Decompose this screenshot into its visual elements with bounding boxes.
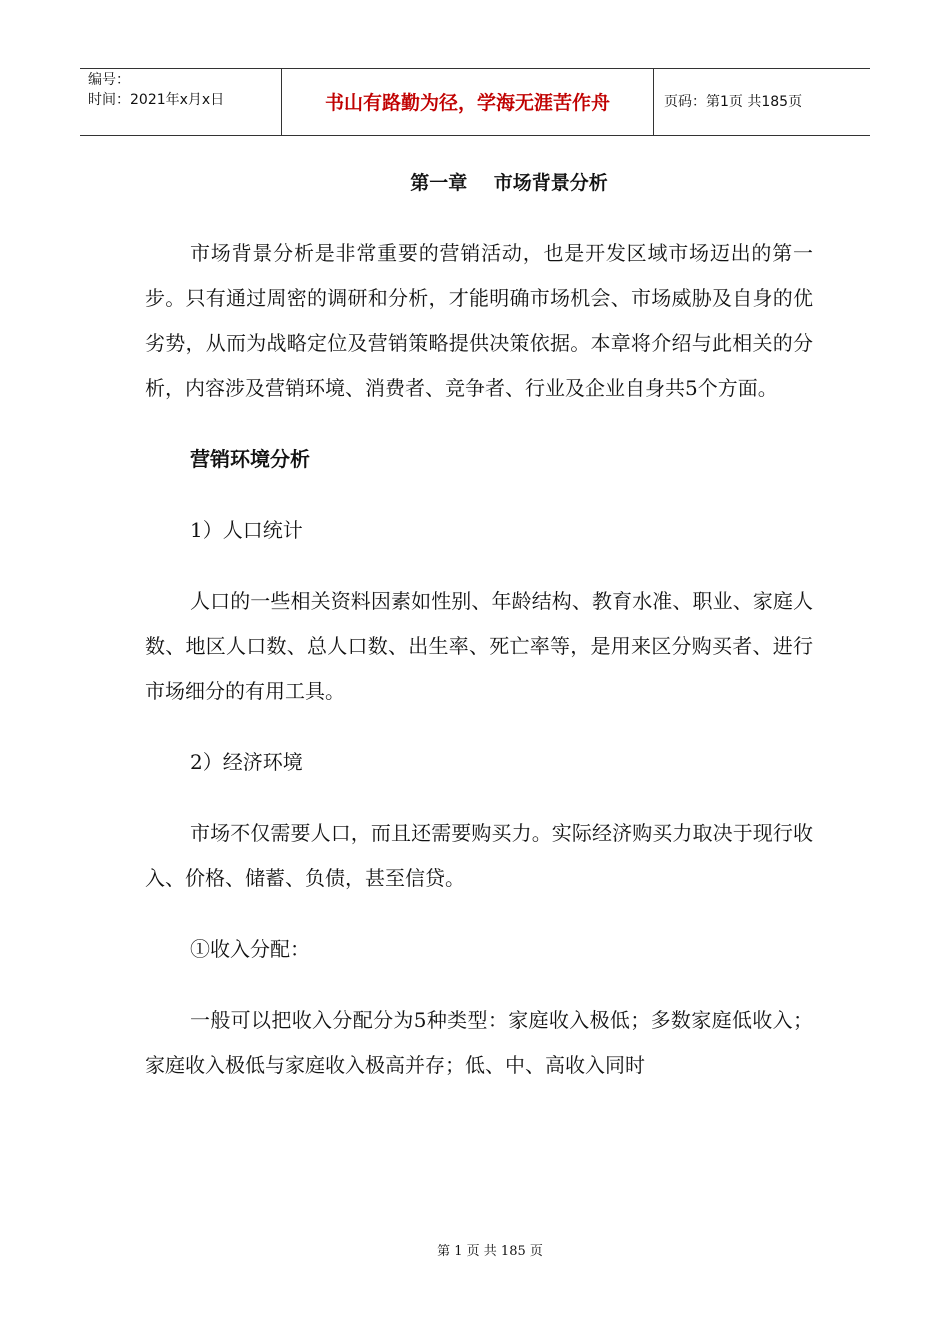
header-motto-cell (282, 69, 654, 135)
header-meta-cell (80, 69, 282, 135)
page-footer: 第 1 页 共 185 页 (437, 1244, 543, 1259)
subsection-title-economy: 2）经济环境 (190, 750, 303, 774)
document-body (145, 160, 813, 1088)
time-label: 时间：2021年x月x日 (88, 92, 225, 108)
header-page-cell (654, 69, 870, 135)
header-page-info: 页码：第1页 共185页 (664, 94, 803, 110)
chapter-title: 第一章 市场背景分析 (410, 172, 608, 194)
serial-label: 编号： (88, 72, 130, 88)
section-title: 营销环境分析 (190, 447, 310, 471)
population-paragraph: 人口的一些相关资料因素如性别、年龄结构、教育水准、职业、家庭人数、地区人口数、总人口数、出生率、死亡率等，是用来区分购买者、进行市场细分的有用工具。 (145, 589, 813, 703)
income-paragraph: 一般可以把收入分配分为5种类型：家庭收入极低；多数家庭低收入；家庭收入极低与家庭收入极高并存；低、中、高收入同时 (145, 1008, 813, 1077)
header-motto: 书山有路勤为径，学海无涯苦作舟 (324, 92, 610, 114)
subsection-title-population: 1）人口统计 (190, 518, 303, 542)
intro-paragraph: 市场背景分析是非常重要的营销活动，也是开发区域市场迈出的第一步。只有通过周密的调研和分析，才能明确市场机会、市场威胁及自身的优劣势，从而为战略定位及营销策略提供决策依据。本章将介绍与此相关的分析，内容涉及营销环境、消费者、竞争者、行业及企业自身共5个方面。 (145, 241, 813, 400)
subsection-title-income: ①收入分配： (190, 937, 310, 961)
economy-paragraph: 市场不仅需要人口，而且还需要购买力。实际经济购买力取决于现行收入、价格、储蓄、负债，甚至信贷。 (145, 821, 813, 890)
document-header (80, 68, 870, 136)
